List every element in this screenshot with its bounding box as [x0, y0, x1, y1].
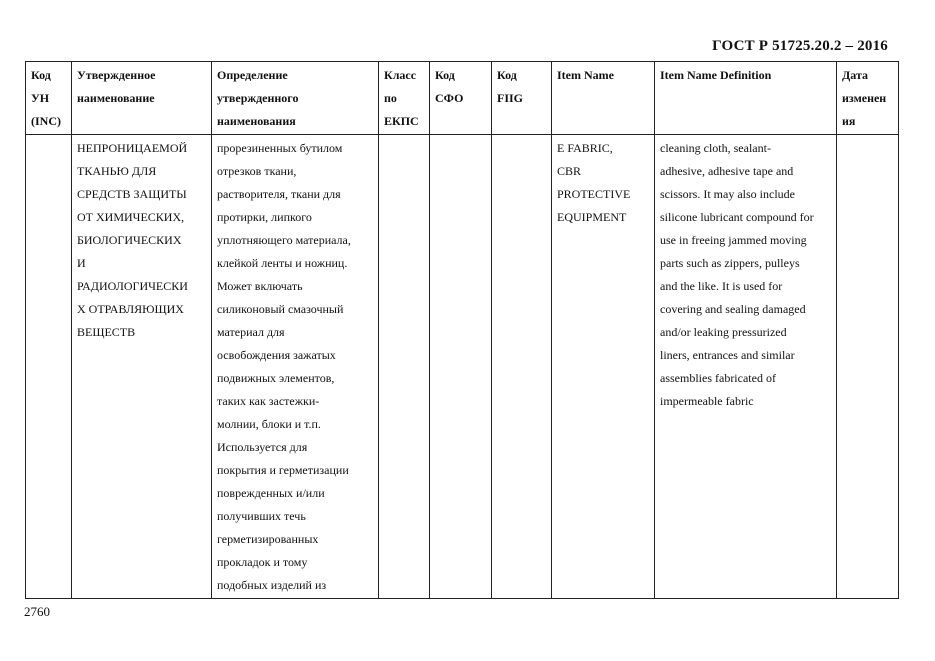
col-header-approved-name: Утвержденное наименование: [72, 62, 212, 135]
cell-inc-code: [26, 135, 72, 599]
col-header-ekps-class: Класс по ЕКПС: [379, 62, 430, 135]
cell-change-date: [837, 135, 899, 599]
page-number: 2760: [24, 604, 50, 619]
nomenclature-table: [25, 61, 899, 599]
table-header-row: [26, 62, 899, 135]
col-header-item-name-definition: Item Name Definition: [655, 62, 837, 135]
col-header-item-name: Item Name: [552, 62, 655, 135]
col-header-fiig-code: Код FIIG: [492, 62, 552, 135]
col-header-sfo-code: Код СФО: [430, 62, 492, 135]
cell-sfo-code: [430, 135, 492, 599]
col-header-inc-code: Код УН (INC): [26, 62, 72, 135]
cell-fiig-code: [492, 135, 552, 599]
cell-item-name-definition: cleaning cloth, sealant- adhesive, adhesive tape and scissors. It may also include silicone lubricant compound for use in freeing jammed moving parts such as zippers, pulleys and the like. It is used for covering and sealing damaged and/or leaking pressurized liners, entrances and similar assemblies fabricated of impermeable fabric: [655, 135, 837, 599]
table-row: [26, 135, 899, 599]
col-header-name-definition: Определение утвержденного наименования: [212, 62, 379, 135]
cell-item-name: E FABRIC, CBR PROTECTIVE EQUIPMENT: [552, 135, 655, 599]
cell-name-definition: прорезиненных бутилом отрезков ткани, растворителя, ткани для протирки, липкого уплотняющего материала, клейкой ленты и ножниц. Может включать силиконовый смазочный материал для освобождения зажатых подвижных элементов, таких как застежки- молнии, блоки и т.п. Используется для покрытия и герметизации поврежденных и/или получивших течь герметизированных прокладок и тому подобных изделий из: [212, 135, 379, 599]
cell-approved-name: НЕПРОНИЦАЕМОЙ ТКАНЬЮ ДЛЯ СРЕДСТВ ЗАЩИТЫ ОТ ХИМИЧЕСКИХ, БИОЛОГИЧЕСКИХ И РАДИОЛОГИЧЕСКИ Х ОТРАВЛЯЮЩИХ ВЕЩЕСТВ: [72, 135, 212, 599]
cell-ekps-class: [379, 135, 430, 599]
col-header-change-date: Дата изменен ия: [837, 62, 899, 135]
document-code-header: ГОСТ Р 51725.20.2 – 2016: [712, 38, 888, 54]
